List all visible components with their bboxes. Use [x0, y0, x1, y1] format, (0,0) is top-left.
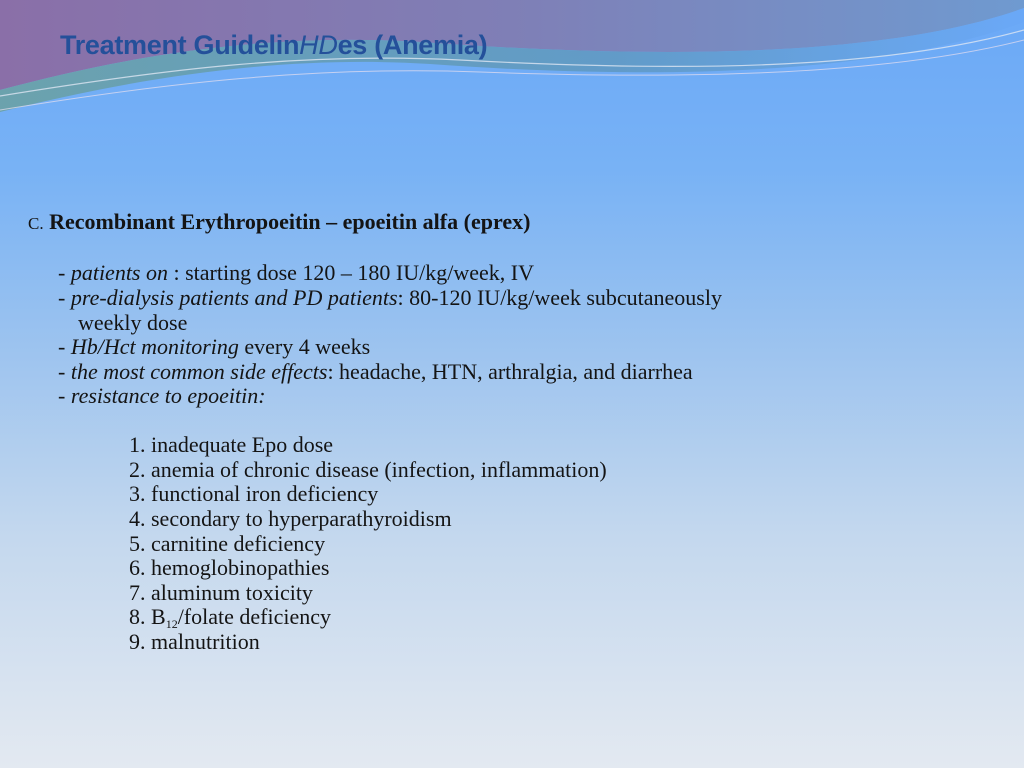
section-heading-text: Recombinant Erythropoeitin – epoeitin alfa (eprex) — [49, 209, 531, 234]
title-prefix: Treatment Guidelin — [60, 30, 300, 60]
bullet-continuation: weekly dose — [78, 310, 188, 335]
cause-item: 2. anemia of chronic disease (infection, inflammation) — [129, 457, 607, 482]
bullet-text: : headache, HTN, arthralgia, and diarrhea — [327, 359, 693, 384]
cause-item: 8. $B_{12}$/folate deficiency — [129, 604, 331, 631]
bullet-text: : starting dose 120 – 180 IU/kg/week, IV — [168, 260, 534, 285]
cause-item: 9. malnutrition — [129, 629, 260, 654]
bullet-resistance: - resistance to epoeitin: — [58, 383, 266, 408]
bullet-term: pre-dialysis patients and PD patients — [70, 285, 398, 310]
bullet-term: patients on — [70, 260, 168, 285]
cause-item: 6. hemoglobinopathies — [129, 555, 330, 580]
bullet-text: every 4 weeks — [238, 334, 371, 359]
bullet-predialysis: - pre-dialysis patients and PD patients: 80-120 IU/kg/week subcutaneously — [58, 285, 722, 310]
bullet-term: Hb/Hct monitoring — [70, 334, 239, 359]
cause-item: 4. secondary to hyperparathyroidism — [129, 506, 452, 531]
subscript: 12 — [165, 617, 178, 631]
section-label: C. — [28, 214, 44, 233]
cause-item: 5. carnitine deficiency — [129, 531, 326, 556]
bullet-side-effects: - the most common side effects: headache, HTN, arthralgia, and diarrhea — [58, 359, 693, 384]
cause-item: 3. functional iron deficiency — [129, 481, 379, 506]
bullet-text: : 80-120 IU/kg/week subcutaneously — [397, 285, 722, 310]
bullet-term: resistance to epoeitin: — [70, 383, 266, 408]
bullet-patients-on: - patients on : starting dose 120 – 180 IU/kg/week, IV — [58, 260, 534, 285]
bullet-monitoring: - Hb/Hct monitoring every 4 weeks — [58, 334, 371, 359]
bullet-term: the most common side effects — [70, 359, 328, 384]
title-hd: HD — [299, 30, 338, 60]
section-heading — [28, 209, 530, 237]
cause-item: 7. aluminum toxicity — [129, 580, 313, 605]
title-suffix: es (Anemia) — [337, 30, 488, 60]
cause-item: 1. inadequate Epo dose — [129, 432, 334, 457]
